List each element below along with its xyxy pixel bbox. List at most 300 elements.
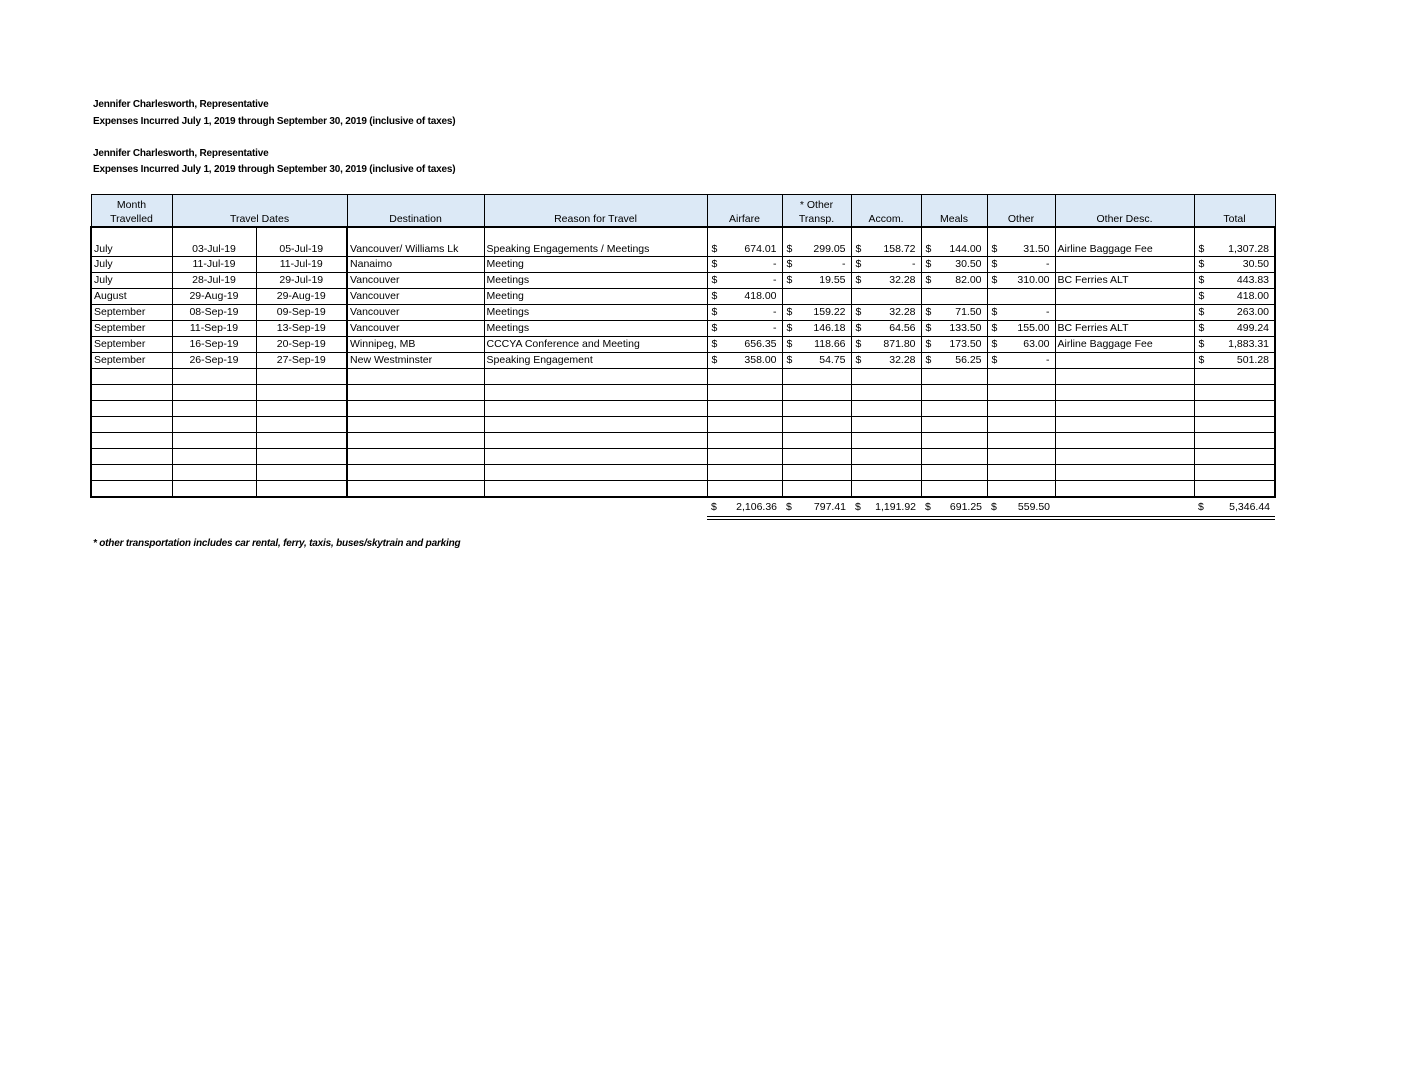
currency-symbol: $ xyxy=(1198,274,1205,286)
table-row xyxy=(91,337,1275,353)
report-subtitle-repeat xyxy=(93,163,455,176)
blank-cell xyxy=(987,449,1055,465)
currency-symbol: $ xyxy=(786,322,793,334)
cell-destination: New Westminster xyxy=(347,353,484,369)
table-row xyxy=(91,257,1275,273)
currency-symbol: $ xyxy=(855,306,862,318)
cell-other-desc xyxy=(1055,289,1194,305)
blank-cell xyxy=(1194,465,1275,481)
blank-cell xyxy=(782,385,851,401)
blank-cell xyxy=(256,481,347,498)
blank-cell xyxy=(172,385,256,401)
cell-reason: Speaking Engagements / Meetings xyxy=(484,227,707,257)
blank-cell xyxy=(1194,369,1275,385)
cell-month: July xyxy=(91,227,172,257)
blank-cell xyxy=(347,465,484,481)
blank-cell xyxy=(1055,369,1194,385)
cell-airfare xyxy=(707,273,782,289)
amount: - xyxy=(912,258,916,270)
cell-other xyxy=(987,337,1055,353)
blank-cell xyxy=(707,449,782,465)
title-line-1: Jennifer Charlesworth, Representative xyxy=(93,99,269,110)
blank-cell xyxy=(707,417,782,433)
blank-cell xyxy=(484,481,707,498)
blank-cell xyxy=(347,433,484,449)
currency-symbol: $ xyxy=(991,338,998,350)
currency-symbol: $ xyxy=(786,258,793,270)
cell-accom xyxy=(851,273,921,289)
amount: 310.00 xyxy=(1017,274,1050,286)
blank-cell xyxy=(1194,433,1275,449)
cell-reason: CCCYA Conference and Meeting xyxy=(484,337,707,353)
cell-start-date: 29-Aug-19 xyxy=(172,289,256,305)
cell-start-date: 26-Sep-19 xyxy=(172,353,256,369)
currency-symbol: $ xyxy=(1198,306,1205,318)
totals-row xyxy=(91,497,1275,518)
amount: 871.80 xyxy=(883,338,916,350)
cell-destination: Vancouver xyxy=(347,289,484,305)
blank-cell xyxy=(91,481,172,498)
amount: 443.83 xyxy=(1236,274,1270,286)
blank-cell xyxy=(1055,481,1194,498)
blank-cell xyxy=(1055,401,1194,417)
cell-meals xyxy=(921,305,987,321)
blank-cell xyxy=(707,433,782,449)
currency-symbol: $ xyxy=(1198,243,1205,255)
col-reason: Reason for Travel xyxy=(484,195,707,228)
blank-cell xyxy=(91,401,172,417)
currency-symbol: $ xyxy=(925,258,932,270)
currency-symbol: $ xyxy=(786,243,793,255)
blank-row xyxy=(91,417,1275,433)
amount: 82.00 xyxy=(955,274,982,286)
cell-start-date: 08-Sep-19 xyxy=(172,305,256,321)
report-title xyxy=(93,98,268,111)
cell-total xyxy=(1194,273,1275,289)
cell-other-transp xyxy=(782,321,851,337)
blank-cell xyxy=(1055,433,1194,449)
currency-symbol: $ xyxy=(786,354,793,366)
col-accom: Accom. xyxy=(851,195,921,228)
cell-accom xyxy=(851,321,921,337)
blank-cell xyxy=(484,385,707,401)
blank-row xyxy=(91,481,1275,498)
amount: 1,307.28 xyxy=(1228,243,1270,255)
blank-cell xyxy=(851,481,921,498)
blank-cell xyxy=(91,433,172,449)
blank-cell xyxy=(851,401,921,417)
cell-other-desc xyxy=(1055,353,1194,369)
blank-cell xyxy=(851,369,921,385)
blank-cell xyxy=(1194,417,1275,433)
cell-other-desc xyxy=(1055,257,1194,273)
total-other: $ 559.50 xyxy=(987,497,1055,518)
currency-symbol: $ xyxy=(711,290,718,302)
currency-symbol: $ xyxy=(991,306,998,318)
amount: 155.00 xyxy=(1017,322,1050,334)
cell-start-date: 11-Jul-19 xyxy=(172,257,256,273)
cell-other-transp xyxy=(782,337,851,353)
currency-symbol: $ xyxy=(855,258,862,270)
title-line-4: Expenses Incurred July 1, 2019 through September 30, 2019 (inclusive of taxes) xyxy=(93,164,456,175)
currency-symbol: $ xyxy=(1198,290,1205,302)
currency-symbol: $ xyxy=(1198,322,1205,334)
currency-symbol: $ xyxy=(855,322,862,334)
blank-cell xyxy=(782,401,851,417)
amount: 144.00 xyxy=(949,243,982,255)
amount: 30.50 xyxy=(1242,258,1270,270)
cell-other-transp xyxy=(782,273,851,289)
cell-airfare xyxy=(707,289,782,305)
currency-symbol: $ xyxy=(711,274,718,286)
blank-cell xyxy=(707,369,782,385)
blank-cell xyxy=(1194,385,1275,401)
amount: - xyxy=(773,274,777,286)
cell-meals xyxy=(921,273,987,289)
cell-other-transp xyxy=(782,257,851,273)
blank-cell xyxy=(851,449,921,465)
blank-cell xyxy=(987,385,1055,401)
cell-total xyxy=(1194,257,1275,273)
cell-end-date: 20-Sep-19 xyxy=(256,337,347,353)
cell-destination: Nanaimo xyxy=(347,257,484,273)
cell-total xyxy=(1194,337,1275,353)
amount: 418.00 xyxy=(1236,290,1270,302)
blank-cell xyxy=(172,449,256,465)
amount: 63.00 xyxy=(1023,338,1050,350)
cell-destination: Winnipeg, MB xyxy=(347,337,484,353)
col-meals: Meals xyxy=(921,195,987,228)
currency-symbol: $ xyxy=(711,338,718,350)
blank-cell xyxy=(172,417,256,433)
blank-cell xyxy=(987,465,1055,481)
cell-meals xyxy=(921,289,987,305)
cell-reason: Meetings xyxy=(484,321,707,337)
cell-meals xyxy=(921,337,987,353)
cell-airfare xyxy=(707,353,782,369)
currency-symbol: $ xyxy=(855,354,862,366)
blank-cell xyxy=(782,481,851,498)
blank-cell xyxy=(91,369,172,385)
col-other-desc: Other Desc. xyxy=(1055,195,1194,228)
report-title-repeat xyxy=(93,147,268,160)
cell-other-transp xyxy=(782,289,851,305)
currency-symbol: $ xyxy=(1198,354,1205,366)
amount: 1,883.31 xyxy=(1228,338,1270,350)
cell-accom xyxy=(851,353,921,369)
blank-cell xyxy=(484,417,707,433)
blank-cell xyxy=(707,401,782,417)
amount: - xyxy=(773,306,777,318)
cell-other-desc: BC Ferries ALT xyxy=(1055,273,1194,289)
blank-row xyxy=(91,465,1275,481)
blank-cell xyxy=(1055,449,1194,465)
blank-cell xyxy=(851,433,921,449)
cell-start-date: 11-Sep-19 xyxy=(172,321,256,337)
cell-reason: Speaking Engagement xyxy=(484,353,707,369)
table-row xyxy=(91,305,1275,321)
table-row xyxy=(91,321,1275,337)
blank-cell xyxy=(347,417,484,433)
blank-cell xyxy=(987,433,1055,449)
blank-cell xyxy=(256,385,347,401)
amount: 32.28 xyxy=(889,306,916,318)
cell-other-transp xyxy=(782,353,851,369)
blank-cell xyxy=(256,369,347,385)
blank-cell xyxy=(256,449,347,465)
blank-cell xyxy=(987,401,1055,417)
expense-table xyxy=(90,194,1276,520)
header-row xyxy=(91,195,1275,228)
blank-cell xyxy=(921,401,987,417)
blank-cell xyxy=(921,481,987,498)
cell-reason: Meetings xyxy=(484,273,707,289)
cell-total xyxy=(1194,289,1275,305)
cell-other-transp xyxy=(782,227,851,257)
blank-cell xyxy=(851,465,921,481)
cell-total xyxy=(1194,353,1275,369)
cell-reason: Meeting xyxy=(484,289,707,305)
col-travel-dates: Travel Dates xyxy=(172,195,347,228)
blank-cell xyxy=(707,465,782,481)
amount: 499.24 xyxy=(1236,322,1270,334)
col-destination: Destination xyxy=(347,195,484,228)
amount: 173.50 xyxy=(949,338,982,350)
blank-cell xyxy=(347,401,484,417)
blank-cell xyxy=(91,385,172,401)
currency-symbol: $ xyxy=(786,338,793,350)
amount: 19.55 xyxy=(819,274,846,286)
title-line-2: Expenses Incurred July 1, 2019 through September 30, 2019 (inclusive of taxes) xyxy=(93,116,456,127)
currency-symbol: $ xyxy=(925,274,932,286)
table-row xyxy=(91,273,1275,289)
currency-symbol: $ xyxy=(991,354,998,366)
cell-airfare xyxy=(707,305,782,321)
table-row xyxy=(91,289,1275,305)
totals-section xyxy=(91,497,1275,518)
blank-cell xyxy=(1055,385,1194,401)
currency-symbol: $ xyxy=(925,338,932,350)
cell-meals xyxy=(921,257,987,273)
cell-month: July xyxy=(91,257,172,273)
cell-destination: Vancouver/ Williams Lk xyxy=(347,227,484,257)
cell-other-desc: Airline Baggage Fee xyxy=(1055,337,1194,353)
amount: 71.50 xyxy=(955,306,982,318)
blank-cell xyxy=(1194,449,1275,465)
amount: 32.28 xyxy=(889,274,916,286)
currency-symbol: $ xyxy=(925,243,932,255)
currency-symbol: $ xyxy=(991,243,998,255)
total-other-desc xyxy=(1055,497,1194,518)
amount: 118.66 xyxy=(814,338,846,350)
currency-symbol: $ xyxy=(786,306,793,318)
amount: 146.18 xyxy=(813,322,846,334)
cell-other xyxy=(987,227,1055,257)
blank-cell xyxy=(91,449,172,465)
cell-month: September xyxy=(91,337,172,353)
table-body xyxy=(91,227,1275,497)
blank-cell xyxy=(484,449,707,465)
currency-symbol: $ xyxy=(991,322,998,334)
cell-month: September xyxy=(91,321,172,337)
blank-cell xyxy=(707,385,782,401)
currency-symbol: $ xyxy=(711,354,718,366)
currency-symbol: $ xyxy=(711,258,718,270)
table-row xyxy=(91,227,1275,257)
cell-end-date: 11-Jul-19 xyxy=(256,257,347,273)
amount: 133.50 xyxy=(949,322,982,334)
totals-spacer xyxy=(91,497,707,518)
amount: 299.05 xyxy=(813,243,846,255)
cell-other xyxy=(987,321,1055,337)
cell-end-date: 09-Sep-19 xyxy=(256,305,347,321)
amount: 674.01 xyxy=(744,243,777,255)
blank-row xyxy=(91,369,1275,385)
amount: 30.50 xyxy=(955,258,982,270)
cell-end-date: 29-Jul-19 xyxy=(256,273,347,289)
blank-cell xyxy=(1055,465,1194,481)
blank-row xyxy=(91,401,1275,417)
cell-other xyxy=(987,353,1055,369)
currency-symbol: $ xyxy=(786,274,793,286)
amount: 263.00 xyxy=(1236,306,1270,318)
currency-symbol: $ xyxy=(991,258,998,270)
cell-meals xyxy=(921,227,987,257)
blank-cell xyxy=(782,465,851,481)
amount: - xyxy=(1046,306,1050,318)
total-accom: $ 1,191.92 xyxy=(851,497,921,518)
blank-cell xyxy=(256,401,347,417)
col-total: Total xyxy=(1194,195,1275,228)
blank-cell xyxy=(1194,401,1275,417)
cell-other-desc xyxy=(1055,305,1194,321)
total-meals: $ 691.25 xyxy=(921,497,987,518)
blank-cell xyxy=(782,433,851,449)
blank-row xyxy=(91,449,1275,465)
table-row xyxy=(91,353,1275,369)
col-other-transp: * Other Transp. xyxy=(782,195,851,228)
cell-other-desc: BC Ferries ALT xyxy=(1055,321,1194,337)
cell-end-date: 29-Aug-19 xyxy=(256,289,347,305)
blank-row xyxy=(91,385,1275,401)
cell-month: August xyxy=(91,289,172,305)
title-line-3: Jennifer Charlesworth, Representative xyxy=(93,148,269,159)
blank-cell xyxy=(921,465,987,481)
blank-cell xyxy=(484,369,707,385)
amount: 54.75 xyxy=(819,354,846,366)
amount: 31.50 xyxy=(1023,243,1050,255)
cell-accom xyxy=(851,289,921,305)
currency-symbol: $ xyxy=(925,322,932,334)
footnote: * other transportation includes car rental, ferry, taxis, buses/skytrain and parking xyxy=(93,538,461,549)
cell-other xyxy=(987,305,1055,321)
amount: - xyxy=(842,258,846,270)
cell-accom xyxy=(851,257,921,273)
currency-symbol: $ xyxy=(855,274,862,286)
blank-cell xyxy=(172,481,256,498)
amount: 64.56 xyxy=(889,322,916,334)
currency-symbol: $ xyxy=(855,338,862,350)
currency-symbol: $ xyxy=(991,274,998,286)
currency-symbol: $ xyxy=(1198,338,1205,350)
blank-cell xyxy=(91,465,172,481)
amount: - xyxy=(773,322,777,334)
currency-symbol: $ xyxy=(1198,258,1205,270)
total-other-transp: $ 797.41 xyxy=(782,497,851,518)
cell-accom xyxy=(851,305,921,321)
blank-cell xyxy=(1055,417,1194,433)
currency-symbol: $ xyxy=(711,322,718,334)
amount: - xyxy=(773,258,777,270)
blank-cell xyxy=(347,481,484,498)
blank-cell xyxy=(347,385,484,401)
grand-total: $ 5,346.44 xyxy=(1194,497,1275,518)
cell-start-date: 16-Sep-19 xyxy=(172,337,256,353)
blank-cell xyxy=(172,401,256,417)
col-other: Other xyxy=(987,195,1055,228)
currency-symbol: $ xyxy=(711,243,718,255)
cell-other-desc: Airline Baggage Fee xyxy=(1055,227,1194,257)
blank-cell xyxy=(921,433,987,449)
currency-symbol: $ xyxy=(925,354,932,366)
blank-cell xyxy=(172,465,256,481)
report-subtitle xyxy=(93,115,455,128)
col-month: Month Travelled xyxy=(91,195,172,228)
cell-other xyxy=(987,289,1055,305)
cell-destination: Vancouver xyxy=(347,273,484,289)
cell-airfare xyxy=(707,257,782,273)
amount: 159.22 xyxy=(813,306,846,318)
blank-cell xyxy=(484,401,707,417)
blank-cell xyxy=(256,465,347,481)
blank-cell xyxy=(987,417,1055,433)
blank-cell xyxy=(347,369,484,385)
cell-end-date: 05-Jul-19 xyxy=(256,227,347,257)
cell-reason: Meetings xyxy=(484,305,707,321)
blank-cell xyxy=(347,449,484,465)
cell-other xyxy=(987,273,1055,289)
blank-cell xyxy=(782,449,851,465)
blank-cell xyxy=(707,481,782,498)
cell-other xyxy=(987,257,1055,273)
blank-cell xyxy=(921,449,987,465)
blank-cell xyxy=(921,417,987,433)
amount: 56.25 xyxy=(955,354,982,366)
blank-cell xyxy=(91,417,172,433)
amount: 358.00 xyxy=(744,354,777,366)
blank-cell xyxy=(782,369,851,385)
blank-cell xyxy=(172,369,256,385)
cell-airfare xyxy=(707,321,782,337)
amount: 501.28 xyxy=(1236,354,1270,366)
cell-start-date: 28-Jul-19 xyxy=(172,273,256,289)
cell-destination: Vancouver xyxy=(347,305,484,321)
blank-cell xyxy=(851,417,921,433)
total-airfare: $ 2,106.36 xyxy=(707,497,782,518)
blank-cell xyxy=(1194,481,1275,498)
blank-cell xyxy=(484,433,707,449)
cell-airfare xyxy=(707,337,782,353)
cell-month: September xyxy=(91,305,172,321)
cell-meals xyxy=(921,321,987,337)
cell-end-date: 27-Sep-19 xyxy=(256,353,347,369)
currency-symbol: $ xyxy=(711,306,718,318)
cell-destination: Vancouver xyxy=(347,321,484,337)
blank-cell xyxy=(987,369,1055,385)
currency-symbol: $ xyxy=(855,243,862,255)
cell-airfare xyxy=(707,227,782,257)
amount: 418.00 xyxy=(744,290,777,302)
